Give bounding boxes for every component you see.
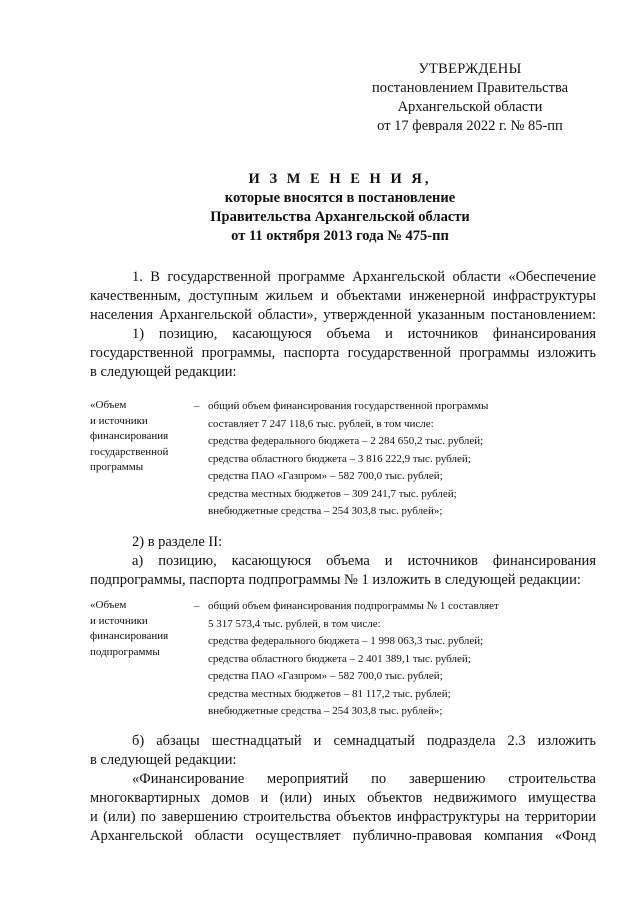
approval-line: Архангельской области <box>397 99 543 115</box>
text-line: государственной программы, паспорта государственной программы изложить <box>90 345 596 361</box>
label-line: государственной <box>90 445 169 458</box>
text-line: подпрограммы, паспорта подпрограммы № 1 изложить в следующей редакции: <box>90 572 581 588</box>
label-line: программы <box>90 461 144 473</box>
dash-separator: – <box>194 600 200 612</box>
funding-line: общий объем финансирования государственной программы <box>208 400 489 412</box>
heading-line: которые вносятся в постановление <box>224 190 456 206</box>
text-line: б) абзацы шестнадцатый и семнадцатый подраздела 2.3 изложить <box>132 733 596 749</box>
heading-line: от 11 октября 2013 года № 475-пп <box>231 228 449 244</box>
text-line: в следующей редакции: <box>90 364 237 380</box>
label-line: и источники <box>90 614 148 627</box>
funding-line: средства федерального бюджета – 1 998 063,3 тыс. рублей; <box>208 635 484 647</box>
approval-title: УТВЕРЖДЕНЫ <box>418 61 522 77</box>
funding-table-subprogram <box>90 598 600 723</box>
approval-line: постановлением Правительства <box>371 80 569 96</box>
text-line: в следующей редакции: <box>90 752 237 768</box>
funding-items <box>208 398 608 521</box>
text-line: многоквартирных домов и (или) иных объектов недвижимого имущества <box>90 790 596 806</box>
text-line: а) позицию, касающуюся объема и источников финансирования <box>132 553 596 569</box>
text-line: и (или) по завершению строительства объектов инфраструктуры на территории <box>90 809 596 825</box>
funding-label <box>90 598 190 660</box>
funding-items <box>208 598 608 721</box>
label-line: финансирования <box>90 630 169 642</box>
funding-table-program <box>90 398 600 523</box>
funding-line: внебюджетные средства – 254 303,8 тыс. рублей»; <box>208 505 443 517</box>
text-line: качественным, доступным жильем и объектами инженерной инфраструктуры <box>90 288 596 304</box>
dash-separator: – <box>194 400 200 412</box>
funding-line: средства местных бюджетов – 81 117,2 тыс. рублей; <box>208 687 451 700</box>
section-1-paragraph <box>90 268 596 325</box>
text-line: «Финансирование мероприятий по завершению строительства <box>132 771 596 787</box>
approval-stamp <box>360 60 580 136</box>
item-2-paragraph <box>90 533 596 590</box>
funding-line: средства местных бюджетов – 309 241,7 тыс. рублей; <box>208 487 457 500</box>
item-1-paragraph <box>90 325 596 382</box>
text-line: населения Архангельской области», утвержденной указанным постановлением: <box>90 307 596 323</box>
funding-line: средства федерального бюджета – 2 284 650,2 тыс. рублей; <box>208 435 484 447</box>
funding-line: 5 317 573,4 тыс. рублей, в том числе: <box>208 617 381 630</box>
text-line: 1. В государственной программе Архангельской области «Обеспечение <box>132 269 596 285</box>
heading-title: И З М Е Н Е Н И Я, <box>248 171 432 187</box>
funding-line: общий объем финансирования подпрограммы № 1 составляет <box>208 600 499 612</box>
heading-line: Правительства Архангельской области <box>210 209 470 225</box>
document-heading <box>90 170 590 246</box>
label-line: «Объем <box>90 399 127 411</box>
text-line: 1) позицию, касающуюся объема и источников финансирования <box>132 326 596 342</box>
label-line: «Объем <box>90 599 127 611</box>
funding-line: средства областного бюджета – 3 816 222,9 тыс. рублей; <box>208 452 471 465</box>
approval-line: от 17 февраля 2022 г. № 85-пп <box>377 118 563 134</box>
label-line: финансирования <box>90 430 169 442</box>
funding-label <box>90 398 190 476</box>
text-line: Архангельской области осуществляет публично-правовая компания «Фонд <box>90 828 596 844</box>
text-line: 2) в разделе II: <box>132 534 223 550</box>
label-line: подпрограммы <box>90 645 160 658</box>
funding-line: средства ПАО «Газпром» – 582 700,0 тыс. рублей; <box>208 470 443 482</box>
item-2b-paragraph <box>90 732 596 846</box>
label-line: и источники <box>90 414 148 427</box>
funding-line: средства областного бюджета – 2 401 389,1 тыс. рублей; <box>208 652 471 665</box>
funding-line: внебюджетные средства – 254 303,8 тыс. рублей»; <box>208 705 443 717</box>
funding-line: средства ПАО «Газпром» – 582 700,0 тыс. рублей; <box>208 670 443 682</box>
funding-line: составляет 7 247 118,6 тыс. рублей, в том числе: <box>208 417 434 430</box>
